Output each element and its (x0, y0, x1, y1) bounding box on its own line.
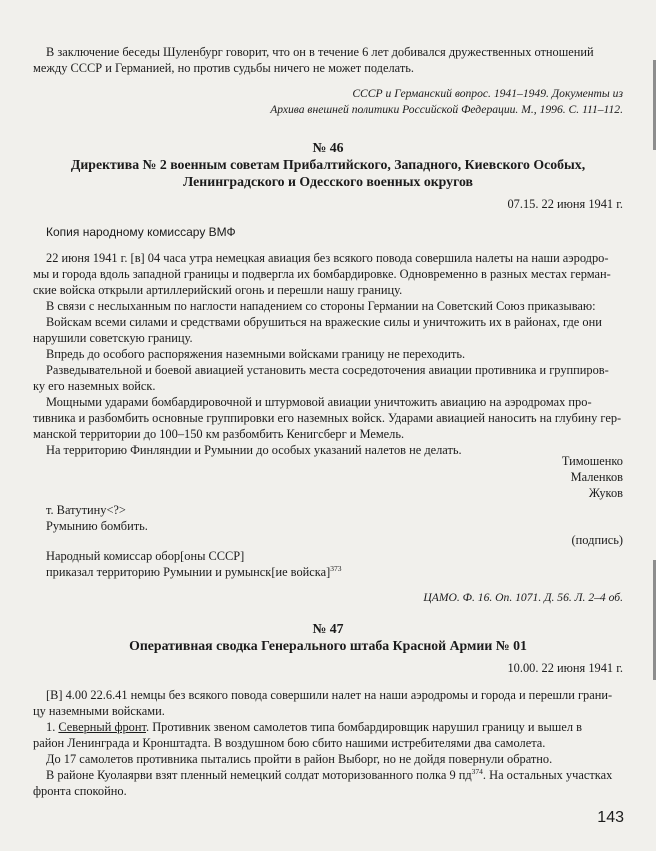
doc47-p4-line-1 (46, 768, 612, 784)
doc47-p4-line-2: фронта спокойно. (33, 784, 127, 798)
doc46-p6-line-2: тивника и разбомбить основные группировки его наземных войск. Ударами авиацией наносить на глубину гер- (33, 411, 622, 425)
doc46-p1-line-1: 22 июня 1941 г. [в] 04 часа утра немецкая авиация без всякого повода совершила налеты на наши аэродро- (46, 251, 609, 265)
page-number: 143 (597, 809, 624, 826)
doc47-p2-number: 1. (46, 720, 59, 734)
commissar-line-1: Народный комиссар обор[оны СССР] (46, 549, 245, 563)
doc47-title: Оперативная сводка Генерального штаба Красной Армии № 01 (129, 638, 527, 653)
doc46-p2: В связи с неслыханным по наглости нападением со стороны Германии на Советский Союз приказываю: (46, 299, 596, 313)
doc46-p5-line-2: ку его наземных войск. (33, 379, 156, 393)
doc47-p2-line-2: район Ленинграда и Кронштадта. В воздушном бою сбито нашими истребителями два самолета. (33, 736, 546, 750)
doc46-p1-line-2: мы и города вдоль западной границы и подвергла их бомбардировке. Одновременно в разных местах герман- (33, 267, 611, 281)
signature-timoshenko: Тимошенко (561, 454, 623, 468)
doc46-archive-reference: ЦАМО. Ф. 16. Оп. 1071. Д. 56. Л. 2–4 об. (423, 591, 623, 604)
intro-line-2: между СССР и Германией, но против судьбы ничего не может поделать. (33, 61, 415, 75)
doc46-title-line-1: Директива № 2 военным советам Прибалтийского, Западного, Киевского Особых, (70, 157, 586, 172)
doc46-title-line-2: Ленинградского и Одесского военных округов (183, 174, 473, 189)
commissar-line-2 (46, 565, 341, 581)
doc47-p2-text: . Противник звеном самолетов типа бомбардировщик нарушил границу и вышел в (146, 720, 582, 734)
doc46-p3-line-1: Войскам всеми силами и средствами обрушиться на вражеские силы и уничтожить их в районах, где они (46, 315, 602, 329)
commissar-line-2-text: приказал территорию Румынии и румынск[ие войска] (46, 565, 331, 579)
doc46-number: № 46 (312, 140, 344, 155)
northern-front-label: Северный фронт (58, 720, 146, 734)
footnote-ref-374: 374 (471, 766, 483, 776)
footnote-ref-373: 373 (330, 563, 342, 573)
doc47-p1-line-2: цу наземными войсками. (33, 704, 165, 718)
signed-mark: (подпись) (571, 533, 623, 547)
doc47-p1-line-1: [В] 4.00 22.6.41 немцы без всякого повода совершили налет на наши аэродромы и города и перешли грани- (46, 688, 613, 702)
doc47-p4-text-a: В районе Куолаярви взят пленный немецкий солдат моторизованного полка 9 пд (46, 768, 472, 782)
intro-line-1: В заключение беседы Шуленбург говорит, что он в течение 6 лет добивался дружественных отношений (46, 45, 594, 59)
doc46-p6-line-3: манской территории до 100–150 км разбомбить Кенигсберг и Мемель. (33, 427, 405, 441)
signature-malenkov: Маленков (570, 470, 623, 484)
doc46-p4: Впредь до особого распоряжения наземными войсками границу не переходить. (46, 347, 466, 361)
handwritten-note-line-1: т. Ватутину<?> (46, 503, 126, 517)
doc47-p3: До 17 самолетов противника пытались пройти в район Выборг, но не дойдя повернули обратно. (46, 752, 553, 766)
signature-zhukov: Жуков (588, 486, 623, 500)
source-citation-line-2: Архива внешней политики Российской Федерации. М., 1996. С. 111–112. (270, 103, 623, 116)
doc47-p2-line-1 (46, 720, 582, 736)
handwritten-note-line-2: Румынию бомбить. (46, 519, 148, 533)
doc46-p7: На территорию Финляндии и Румынии до особых указаний налетов не делать. (46, 443, 462, 457)
doc46-p5-line-1: Разведывательной и боевой авиацией установить места сосредоточения авиации противника и группиров- (46, 363, 609, 377)
doc47-p4-text-b: . На остальных участках (482, 768, 613, 782)
doc47-date: 10.00. 22 июня 1941 г. (507, 661, 623, 675)
source-citation-line-1: СССР и Германский вопрос. 1941–1949. Документы из (352, 87, 623, 100)
doc47-number: № 47 (312, 621, 344, 636)
doc46-date: 07.15. 22 июня 1941 г. (507, 197, 623, 211)
doc46-p1-line-3: ские войска открыли артиллерийский огонь и перешли нашу границу. (33, 283, 403, 297)
doc46-p6-line-1: Мощными ударами бомбардировочной и штурмовой авиации уничтожить авиацию на аэродромах про- (46, 395, 592, 409)
doc46-copy-line: Копия народному комиссару ВМФ (46, 225, 236, 239)
doc46-p3-line-2: нарушили советскую границу. (33, 331, 193, 345)
